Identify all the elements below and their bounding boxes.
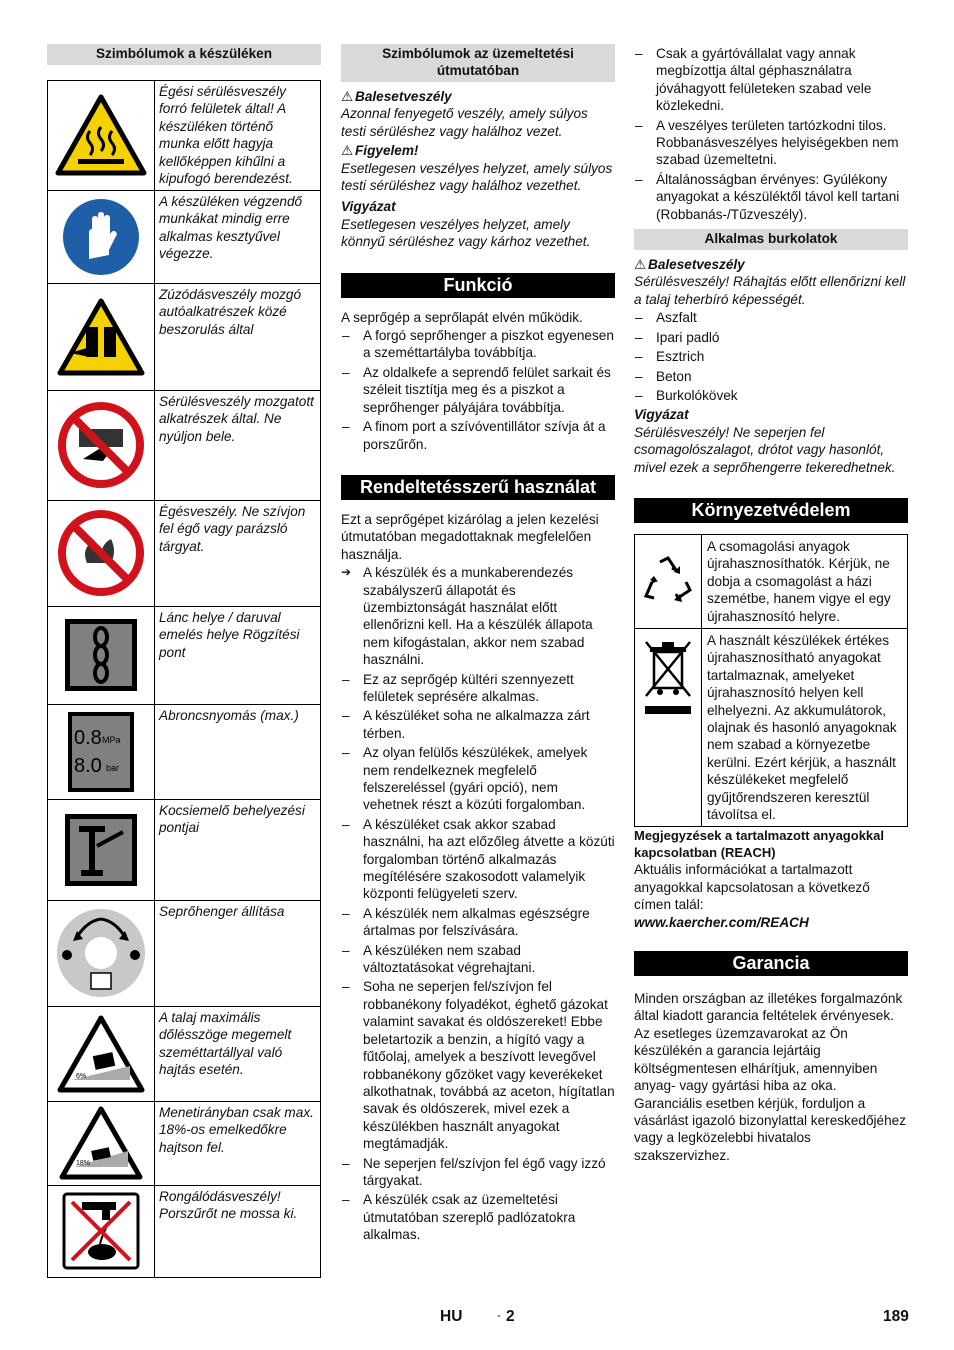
warning-triangle-icon: ⚠ <box>634 257 647 273</box>
use-title: Rendeltetésszerű használat <box>341 475 615 500</box>
manual-symbols-heading: Szimbólumok az üzemeltetési útmutatóban <box>341 44 615 82</box>
symbol-row <box>48 191 321 284</box>
symbol-row <box>48 1186 321 1278</box>
warning-text: Esetlegesen veszélyes helyzet, amely súlyos testi sérüléshez vagy halálhoz vezethet. <box>341 160 613 194</box>
symbol-desc: A készüléken végzendő munkákat mindig erre alkalmas kesztyűvel végezze. <box>155 191 321 284</box>
slope-max-warning-icon <box>48 1102 154 1184</box>
symbol-desc: Zúzódásveszély mozgó autóalkatrészek közé beszorulás által <box>155 284 321 391</box>
symbol-desc: Kocsiemelő behelyezési pontjai <box>155 800 321 901</box>
pressure-mpa: 0.8 <box>74 726 102 749</box>
reach-heading: Megjegyzések a tartalmazott anyagokkal kapcsolatban (REACH) <box>634 828 884 860</box>
symbol-row <box>48 501 321 607</box>
symbol-row <box>48 1007 321 1102</box>
list-item: – A készülék nem alkalmas egészségre ártalmas por felszívására. <box>341 905 615 940</box>
jack-point-icon <box>48 800 154 899</box>
warranty-text: Minden országban az illetékes forgalmazónk által kiadott garancia feltételek érvényesek. Az esetleges üzemzavarokat az Ön készülékén a garancia lejártáig költségmentesen elhárítjuk, amennyiben anyag- vagy gyártási hiba az oka. Garanciális esetben kérjük, forduljon a vásárlást igazoló bizonylattal kereskedőjéhez vagy a legközelebbi hivatalos szakszervizhez. <box>634 991 907 1163</box>
footer-lang: HU <box>440 1308 463 1325</box>
list-item: – Esztrich <box>634 348 908 365</box>
list-item: – Aszfalt <box>634 309 908 326</box>
warning-triangle-icon: ⚠ <box>341 143 354 159</box>
chain-lifting-point-icon <box>48 607 154 703</box>
use-arrow-list <box>341 564 615 668</box>
warning-triangle-icon: ⚠ <box>341 89 354 104</box>
symbol-row <box>48 800 321 901</box>
list-item: ➔ A készülék és a munkaberendezés szabályszerű állapotát és üzembiztonságát használat előtt ellenőrizni kell. Ha a készülék állapota nem kifogástalan, akkor nem szabad használni. <box>341 564 615 668</box>
column-manual-symbols <box>341 44 615 1246</box>
symbol-desc: Sérülésveszély mozgatott alkatrészek által. Ne nyúljon bele. <box>155 391 321 501</box>
surfaces-heading: Alkalmas burkolatok <box>634 229 908 250</box>
unit-bar: bar <box>106 762 120 773</box>
funkcio-title: Funkció <box>341 273 615 298</box>
no-washing-filter-icon <box>48 1186 154 1276</box>
crush-hazard-warning-icon <box>48 284 154 389</box>
symbol-desc: Lánc helye / daruval emelés helye Rögzítési pont <box>155 607 321 705</box>
list-item: – Általánosságban érvényes: Gyúlékony anyagokat a készüléktől távol kell tartani (Robbanás-/Tűzveszély). <box>634 171 908 223</box>
slope-badge: 6% <box>76 1072 87 1080</box>
reach-link[interactable]: www.kaercher.com/REACH <box>634 914 809 930</box>
column-symbols-device <box>47 44 321 1278</box>
list-item: – Csak a gyártóvállalat vagy annak megbízottja által géphasználatra jóváhagyott felületeken szabad vele közlekedni. <box>634 45 908 115</box>
list-item: – Ipari padló <box>634 329 908 346</box>
list-item: – A készülék csak az üzemeltetési útmutatóban szereplő padlózatokra alkalmas. <box>341 1191 615 1243</box>
list-item: – A készüléket soha ne alkalmazza zárt térben. <box>341 707 615 742</box>
list-item: – Az oldalkefe a seprendő felület sarkait és széleit tisztítja meg és a piszkot a seprőhenger pályájára továbbítja. <box>341 364 615 416</box>
wear-gloves-icon <box>48 191 154 282</box>
surfaces-caution-text: Sérülésveszély! Ne seperjen fel csomagolószalagot, drótot vagy hasonlót, mivel ezek a seprőhengerre tekeredhetnek. <box>634 424 896 475</box>
surfaces-danger-label: ⚠ Balesetveszély <box>634 257 745 273</box>
symbols-table <box>47 80 321 1278</box>
warranty-title: Garancia <box>634 951 908 976</box>
env-title: Környezetvédelem <box>634 498 908 523</box>
symbol-desc: A talaj maximális dőlésszöge megemelt szeméttartállyal való hajtás esetén. <box>155 1007 321 1102</box>
hot-surface-warning-icon <box>48 81 154 189</box>
list-item: – A veszélyes területen tartózkodni tilos. Robbanásveszélyes helyiségekben nem szabad üzemeltetni. <box>634 117 908 169</box>
symbol-row <box>48 705 321 800</box>
symbol-desc: Égési sérülésveszély forró felületek által! A készüléken történő munka előtt hagyja kellőképpen kihűlni a kipufogó berendezést. <box>155 81 321 191</box>
page-number: 189 <box>883 1308 909 1325</box>
warning-label: ⚠ Figyelem! <box>341 143 419 159</box>
env-desc: A használt készülékek értékes újrahasznosítható anyagokat tartalmaznak, amelyeket újrahasznosító helyen kell elhelyezni. Az akkumulátorok, olajnak és hasonló anyagoknak nem szabad a környezetbe kerülni. Ezért kérjük, a használt készülékeket megfelelő gyűjtőrendszeren keresztül távolítsa el. <box>702 628 908 826</box>
footer-section: 2 <box>506 1308 515 1325</box>
symbol-row <box>48 901 321 1007</box>
funkcio-list <box>341 327 615 453</box>
list-item: – A forgó seprőhenger a piszkot egyenesen a szeméttartályba továbbítja. <box>341 327 615 362</box>
env-table <box>634 534 908 828</box>
list-item: – Ne seperjen fel/szívjon fel égő vagy izzó tárgyakat. <box>341 1155 615 1190</box>
tire-pressure-icon <box>48 705 154 798</box>
reach-text: Aktuális információkat a tartalmazott anyagokkal kapcsolatosan a következő címen talál: <box>634 862 870 913</box>
danger-text: Azonnal fenyegető veszély, amely súlyos testi sérüléshez vagy halálhoz vezet. <box>341 106 588 139</box>
symbol-desc: Rongálódásveszély! Porszűrőt ne mossa ki. <box>155 1186 321 1278</box>
list-item: – Az olyan felülős készülékek, amelyek nem rendelkeznek megfelelő felszereléssel (gyári opció), nem vehetnek részt a közúti forgalomban. <box>341 744 615 814</box>
list-item: – Soha ne seperjen fel/szívjon fel robbanékony folyadékot, éghető gázokat valamint savakat és oldószereket! Ebbe beletartozik a benzin, a hígító vagy a fűtőolaj, amelyek a beszívott levegővel robbanékony gőzöket vagy keverékeket alkothatnak, továbbá az aceton, hígítatlan savak és oldószerek, mivel ezek a készülékben használt anyagokat megtámadják. <box>341 978 615 1152</box>
crossed-out-bin-icon <box>636 630 700 748</box>
symbol-row <box>48 391 321 501</box>
caution-text: Esetlegesen veszélyes helyzet, amely könnyű sérüléshez vagy kárhoz vezethet. <box>341 216 591 250</box>
env-row <box>635 534 908 628</box>
env-desc: A csomagolási anyagok újrahasznosíthatók. Kérjük, ne dobja a csomagolást a házi szemétbe, hanem vigye el egy újrahasznosító helyre. <box>702 534 908 628</box>
funkcio-intro: A seprőgép a seprőlapát elvén működik. <box>341 309 583 325</box>
column-surfaces-environment <box>634 44 908 1164</box>
unit-mpa: MPa <box>102 734 121 745</box>
slope-raised-container-warning-icon <box>48 1007 154 1100</box>
symbol-row <box>48 81 321 191</box>
symbol-row <box>48 284 321 391</box>
symbol-desc: Seprőhenger állítása <box>155 901 321 1007</box>
caution-label: Vigyázat <box>341 199 396 215</box>
footer-dash: - <box>497 1310 501 1322</box>
symbol-desc: Abroncsnyomás (max.) <box>155 705 321 800</box>
danger-label: ⚠ Balesetveszély <box>341 89 452 104</box>
slope-badge: 18% <box>76 1160 91 1167</box>
symbol-row <box>48 607 321 705</box>
surfaces-danger-text: Sérülésveszély! Ráhajtás előtt ellenőrizni kell a talaj teherbíró képességét. <box>634 274 906 307</box>
list-item: – A készüléken nem szabad változtatásokat végrehajtani. <box>341 942 615 977</box>
use-intro: Ezt a seprőgépet kizárólag a jelen kezelési útmutatóban megadottaknak megfelelően használja. <box>341 511 599 562</box>
use-list-continued <box>634 45 908 223</box>
pressure-bar: 8.0 <box>74 754 102 777</box>
no-burning-objects-icon <box>48 501 154 605</box>
roller-adjust-icon <box>48 901 154 1005</box>
list-item: – Beton <box>634 368 908 385</box>
symbol-row <box>48 1102 321 1186</box>
list-item: – A készüléket csak akkor szabad használni, ha azt előzőleg átvette a közúti forgalomban történő alkalmazás megítélésére szakosodott valamelyik központi felügyeleti szerv. <box>341 816 615 903</box>
surfaces-caution-label: Vigyázat <box>634 407 689 423</box>
use-list <box>341 671 615 1244</box>
list-item: – A finom port a szívóventillátor szívja át a porszűrőn. <box>341 418 615 453</box>
symbols-device-heading: Szimbólumok a készüléken <box>47 44 321 65</box>
symbol-desc: Menetirányban csak max. 18%-os emelkedőkre hajtson fel. <box>155 1102 321 1186</box>
list-item: – Ez az seprőgép kültéri szennyezett felületek seprésére alkalmas. <box>341 671 615 706</box>
recycling-icon <box>636 536 700 624</box>
list-item: – Burkolókövek <box>634 387 908 404</box>
env-row <box>635 628 908 826</box>
symbol-desc: Égésveszély. Ne szívjon fel égő vagy parázsló tárgyat. <box>155 501 321 607</box>
surfaces-list <box>634 309 908 404</box>
no-reaching-in-icon <box>48 391 154 499</box>
